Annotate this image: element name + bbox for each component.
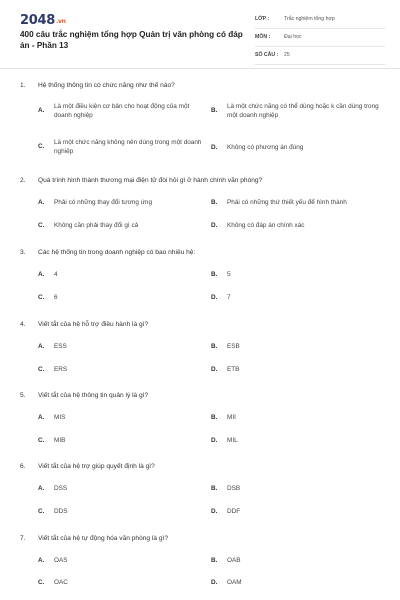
option-letter: A.	[38, 414, 45, 421]
option-letter: C.	[38, 143, 45, 150]
option-text: Là một chức năng có thể dùng hoặc k cần dùng trong một doanh nghiệp	[227, 103, 379, 119]
option-text: DDS	[54, 508, 68, 515]
option-letter: C.	[38, 579, 45, 586]
question-text	[20, 249, 195, 256]
question-number: 7.	[20, 535, 26, 542]
option-letter: D.	[211, 437, 218, 444]
option-text: Là một điều kiện cơ bản cho hoạt động của một doanh nghiệp	[54, 103, 190, 119]
question-label: Viết tắt của hệ hỗ trợ điều hành là gì?	[38, 321, 149, 328]
meta-key: SỐ CÂU :	[255, 52, 279, 58]
logo-main: 2048	[20, 13, 55, 28]
question-label: Viết tắt của hệ thông tin quản lý là gì?	[38, 392, 149, 399]
option-text: OAM	[227, 579, 242, 586]
option-text: 5	[227, 271, 231, 278]
option-letter: A.	[38, 485, 45, 492]
question-text	[20, 321, 148, 328]
document-header	[0, 0, 400, 64]
option-letter: B.	[211, 199, 218, 206]
question-text	[20, 392, 148, 399]
question-text	[20, 82, 175, 89]
meta-key: LỚP :	[255, 16, 270, 22]
question-number: 1.	[20, 82, 26, 89]
question-number: 6.	[20, 463, 26, 470]
option-letter: B.	[211, 485, 218, 492]
option-letter: D.	[211, 508, 218, 515]
option-text: MIL	[227, 437, 238, 444]
option-letter: C.	[38, 222, 45, 229]
question-label: Quá trình hình thành thương mại điện tử đòi hỏi gì ở hành chính văn phòng?	[38, 177, 263, 184]
option-letter: A.	[38, 107, 45, 114]
option-text: ERS	[54, 366, 68, 373]
option-text: Phải có những thứ thiết yếu để hình thành	[227, 199, 347, 206]
option-letter: A.	[38, 271, 45, 278]
option-letter: C.	[38, 508, 45, 515]
option-letter: A.	[38, 199, 45, 206]
option-letter: B.	[211, 414, 218, 421]
question-label: Viết tắt của hệ tự động hóa văn phòng là gì?	[38, 535, 169, 542]
option-letter: C.	[38, 294, 45, 301]
question-label: Các hệ thống tin trong doanh nghiệp có bao nhiêu hệ:	[38, 249, 196, 256]
option-letter: B.	[211, 557, 218, 564]
logo-suffix: .vn	[55, 18, 66, 25]
option-letter: D.	[211, 294, 218, 301]
option-text: MIS	[54, 414, 66, 421]
option-letter: D.	[211, 366, 218, 373]
option-text: DSS	[54, 485, 68, 492]
option-letter: B.	[211, 107, 218, 114]
question-label: Viết tắt của hệ trợ giúp quyết định là gì?	[38, 463, 155, 470]
meta-value: Đại học	[284, 34, 302, 40]
meta-row-subject	[255, 32, 385, 47]
option-text: 6	[54, 294, 58, 301]
option-letter: B.	[211, 271, 218, 278]
option-letter: D.	[211, 579, 218, 586]
option-letter: D.	[211, 144, 218, 151]
option-text: OAS	[54, 557, 68, 564]
question-text	[20, 463, 155, 470]
option-letter: D.	[211, 222, 218, 229]
question-text	[20, 535, 168, 542]
document-title: 400 câu trắc nghiệm tổng hợp Quản trị văn phòng có đáp án - Phần 13	[20, 30, 243, 50]
option-letter: C.	[38, 366, 45, 373]
option-text: Không có đáp án chính xác	[227, 222, 305, 229]
option-text: Phải có những thay đổi tương ứng	[54, 199, 153, 206]
option-text: MII	[227, 414, 236, 421]
meta-value: 25	[284, 52, 290, 58]
question-number: 4.	[20, 321, 26, 328]
option-text: ESS	[54, 343, 67, 350]
question-label: Hệ thống thông tin có chức năng như thế nào?	[38, 82, 175, 89]
option-letter: A.	[38, 557, 45, 564]
question-number: 5.	[20, 392, 26, 399]
meta-value: Trắc nghiệm tổng hợp	[284, 16, 335, 22]
option-text: OAC	[54, 579, 68, 586]
option-text: Không có phương án đúng	[227, 144, 304, 151]
option-letter: B.	[211, 343, 218, 350]
meta-key: MÔN :	[255, 34, 271, 40]
option-text: ETB	[227, 366, 240, 373]
option-letter: C.	[38, 437, 45, 444]
option-text: DSB	[227, 485, 241, 492]
question-number: 2.	[20, 177, 26, 184]
option-text: MIB	[54, 437, 66, 444]
option-text: DDF	[227, 508, 241, 515]
meta-info	[255, 14, 385, 68]
option-text: Không cần phải thay đổi gì cả	[54, 222, 139, 229]
meta-row-class	[255, 14, 385, 29]
option-text: 7	[227, 294, 231, 301]
option-text: Là một chức năng không nên dùng trong một doanh nghiệp	[54, 139, 202, 155]
option-text: OAB	[227, 557, 241, 564]
meta-row-question-count	[255, 50, 385, 65]
option-text: ESB	[227, 343, 240, 350]
option-text: 4	[54, 271, 58, 278]
question-number: 3.	[20, 249, 26, 256]
header-divider	[0, 68, 400, 69]
site-logo[interactable]	[20, 13, 66, 28]
option-letter: A.	[38, 343, 45, 350]
question-text	[20, 177, 262, 184]
